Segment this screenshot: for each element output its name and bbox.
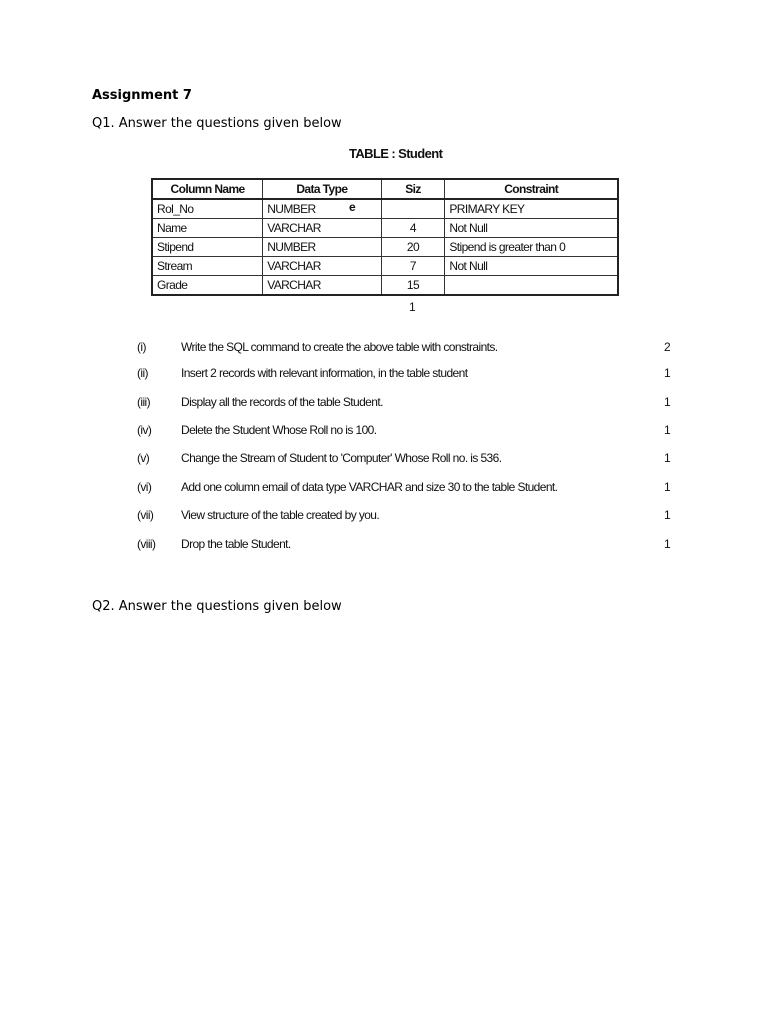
cell-data-type: NUMBER: [263, 199, 381, 219]
cell-constraint: Not Null: [445, 257, 618, 276]
question-text: Add one column email of data type VARCHAR and size 30 to the table Student.: [181, 480, 558, 494]
question-number: (vii): [137, 508, 154, 522]
question-text: Change the Stream of Student to 'Computer' Whose Roll no. is 536.: [181, 451, 502, 465]
cell-data-type: VARCHAR: [263, 257, 381, 276]
assignment-heading: Assignment 7: [92, 88, 192, 103]
question-number: (viii): [137, 537, 156, 551]
cell-size: [381, 199, 445, 219]
cell-size: 7: [381, 257, 445, 276]
cell-size: 15: [381, 276, 445, 296]
table-row: [152, 199, 618, 219]
question-number: (ii): [137, 366, 148, 380]
cell-size: 20: [381, 238, 445, 257]
cell-constraint: PRIMARY KEY: [445, 199, 618, 219]
question-marks: 1: [664, 395, 671, 409]
cell-data-type: NUMBER: [263, 238, 381, 257]
cell-constraint: [445, 276, 618, 296]
question-item: [0, 508, 768, 526]
header-data-type: Data Type: [263, 179, 381, 199]
header-size: Siz: [381, 179, 445, 199]
stray-mark-1: 1: [409, 300, 416, 314]
table-row: [152, 257, 618, 276]
cell-data-type: VARCHAR: [263, 276, 381, 296]
question-item: [0, 366, 768, 384]
question-item: [0, 451, 768, 469]
question-number: (iii): [137, 395, 150, 409]
cell-data-type: VARCHAR: [263, 219, 381, 238]
question-item: [0, 423, 768, 441]
table-row: [152, 219, 618, 238]
stray-mark-e: e: [349, 200, 356, 214]
question-1-label: Q1. Answer the questions given below: [92, 116, 342, 131]
question-number: (v): [137, 451, 150, 465]
student-table: [151, 178, 619, 296]
cell-column-name: Stipend: [152, 238, 263, 257]
question-item: [0, 340, 768, 358]
table-header-row: [152, 179, 618, 199]
question-marks: 1: [664, 508, 671, 522]
cell-column-name: Grade: [152, 276, 263, 296]
question-text: View structure of the table created by you.: [181, 508, 380, 522]
question-item: [0, 537, 768, 555]
question-marks: 1: [664, 480, 671, 494]
question-number: (i): [137, 340, 146, 354]
question-number: (iv): [137, 423, 152, 437]
question-marks: 1: [664, 423, 671, 437]
table-row: [152, 238, 618, 257]
question-item: [0, 395, 768, 413]
question-marks: 1: [664, 366, 671, 380]
header-column-name: Column Name: [152, 179, 263, 199]
cell-column-name: Stream: [152, 257, 263, 276]
question-text: Display all the records of the table Student.: [181, 395, 383, 409]
question-text: Delete the Student Whose Roll no is 100.: [181, 423, 377, 437]
cell-constraint: Not Null: [445, 219, 618, 238]
question-marks: 1: [664, 537, 671, 551]
question-text: Insert 2 records with relevant information, in the table student: [181, 366, 468, 380]
question-text: Drop the table Student.: [181, 537, 291, 551]
cell-column-name: Name: [152, 219, 263, 238]
question-2-label: Q2. Answer the questions given below: [92, 599, 342, 614]
question-number: (vi): [137, 480, 152, 494]
question-marks: 2: [664, 340, 671, 354]
header-constraint: Constraint: [445, 179, 618, 199]
question-text: Write the SQL command to create the above table with constraints.: [181, 340, 498, 354]
cell-size: 4: [381, 219, 445, 238]
table-row: [152, 276, 618, 296]
cell-column-name: Rol_No: [152, 199, 263, 219]
question-item: [0, 480, 768, 498]
cell-constraint: Stipend is greater than 0: [445, 238, 618, 257]
question-marks: 1: [664, 451, 671, 465]
table-title: TABLE : Student: [349, 146, 443, 161]
